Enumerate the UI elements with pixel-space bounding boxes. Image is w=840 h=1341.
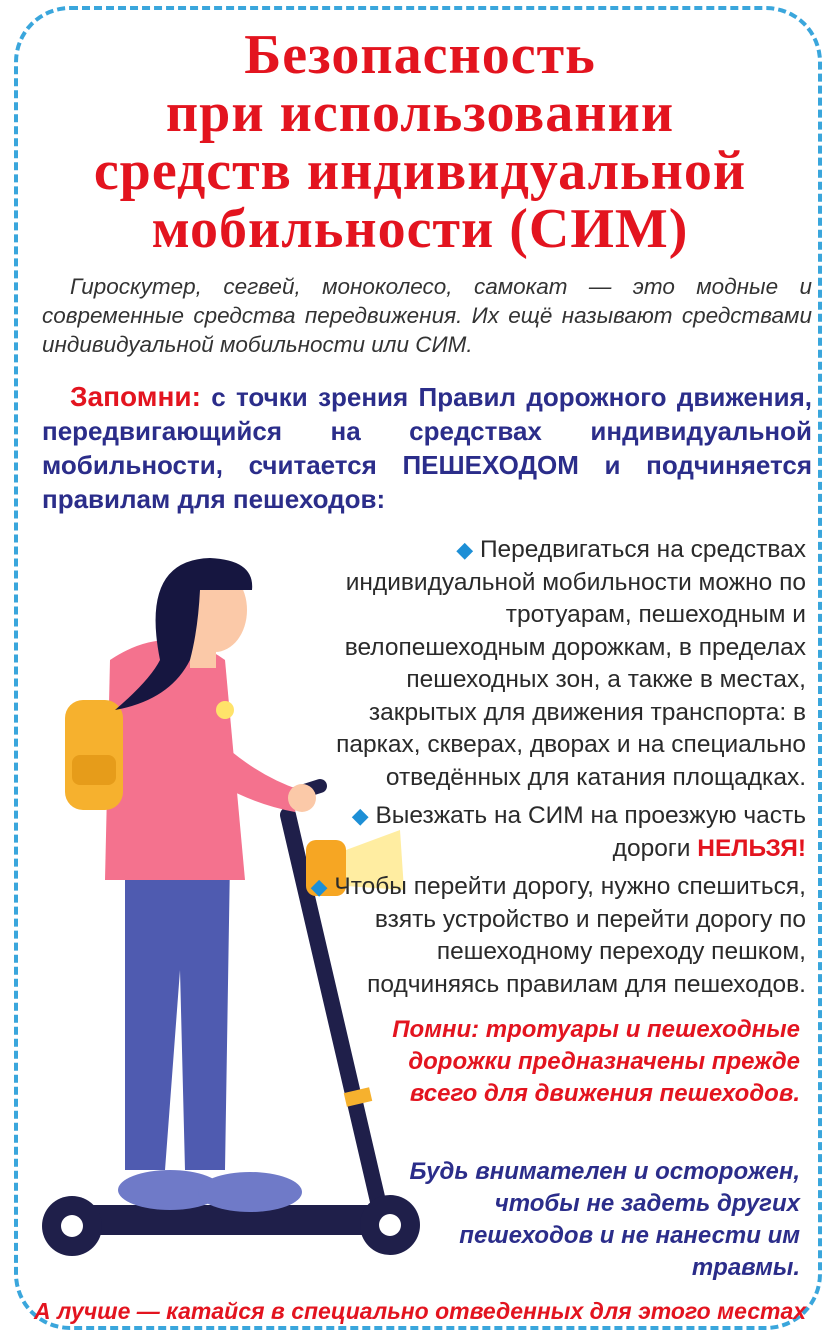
title-line-3: средств индивидуальной (93, 140, 747, 202)
title-line-1: Безопасность (244, 24, 596, 86)
footer-advice: А лучше — катайся в специально отведенных для этого местах (33, 1298, 807, 1324)
right-shoe (198, 1172, 302, 1212)
remember-label: Запомни: (70, 381, 201, 412)
reflector-light (216, 701, 234, 719)
girl-legs (125, 860, 230, 1170)
rule-item-2-text: Выезжать на СИМ на проезжую часть дороги (375, 802, 806, 862)
rule-item-1-text: Передвигаться на средствах индивидуальной мобильности можно по тротуарам, пешеходным и велопешеходным дорожкам, в пределах пешеходных зон, а также в местах, закрытых для движения транспорта: в парках, скверах, дворах и на специально отведённых для катания площадках. (336, 536, 806, 791)
remember-text: с точки зрения Правил дорожного движения, передвигающийся на средствах индивидуальной мобильности, считается ПЕШЕХОДОМ и подчиняется правилам для пешеходов: (42, 382, 812, 514)
diamond-bullet-icon: ◆ (310, 874, 328, 899)
note-be-careful: Будь внимателен и осторожен, чтобы не задеть других пешеходов и не нанести им травмы. (409, 1158, 800, 1281)
rules-list (306, 534, 806, 1007)
page-title (30, 26, 810, 258)
intro-paragraph: Гироскутер, сегвей, моноколесо, самокат — это модные и современные средства передвижения. Их ещё называют средствами индивидуальной мобильности или СИМ. (42, 274, 812, 357)
rule-item-2 (306, 800, 806, 865)
diamond-bullet-icon: ◆ (456, 537, 474, 562)
rule-item-3-text: Чтобы перейти дорогу, нужно спешиться, взять устройство и перейти дорогу по пешеходному переходу пешком, подчиняясь правилам для пешеходов. (334, 873, 806, 998)
title-line-2: при использовании (165, 82, 675, 144)
remember-paragraph (42, 380, 812, 516)
rule-item-2-emphasis: НЕЛЬЗЯ! (697, 834, 806, 862)
diamond-bullet-icon: ◆ (351, 803, 369, 828)
rule-item-1 (306, 534, 806, 794)
title-line-4: мобильности (СИМ) (151, 198, 689, 260)
note-sidewalks: Помни: тротуары и пешеходные дорожки предназначены прежде всего для движения пешеходов. (392, 1016, 800, 1107)
rule-item-3 (306, 871, 806, 1001)
